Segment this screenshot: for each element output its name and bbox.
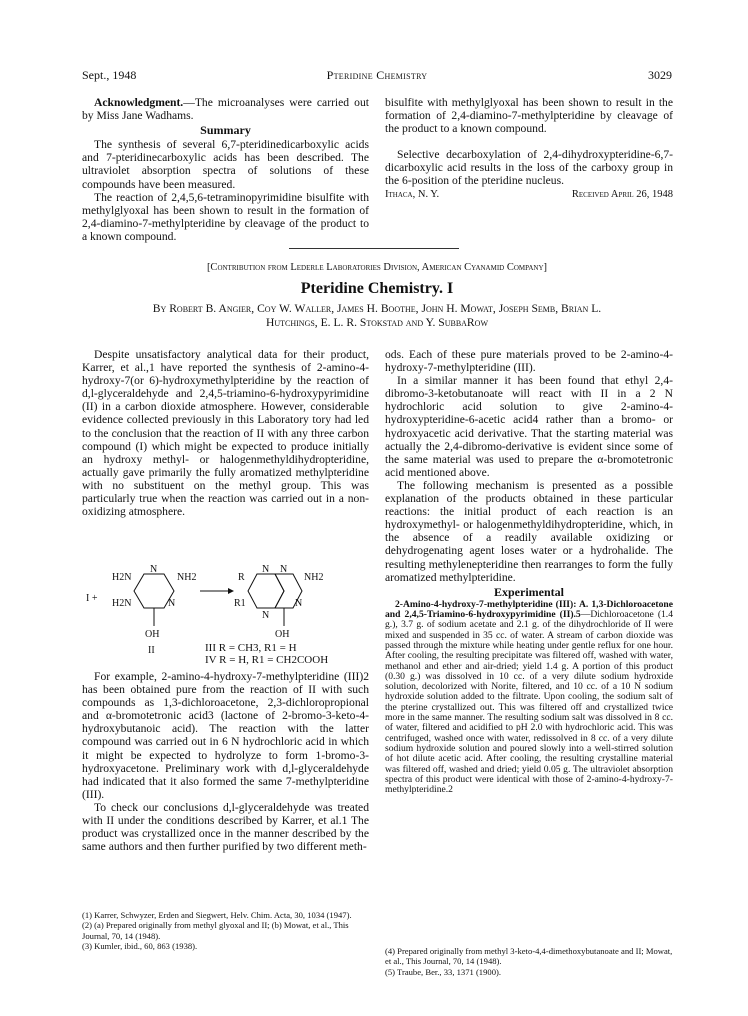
scheme-r1: R1 (234, 598, 246, 609)
summary-paragraph-1: The synthesis of several 6,7-pteridinedicarboxylic acids and 7-pteridinecarboxylic acids has been described. The ultraviolet absorption spectra of solutions of these compounds have been measured. (82, 138, 369, 191)
received-date: Received April 26, 1948 (571, 189, 673, 201)
body-paragraph-example: For example, 2-amino-4-hydroxy-7-methylpteridine (III)2 has been obtained pure from the reaction of II with such compounds as 1,3-dichloroacetone, 2,3-dichloropropional and α-bromotetronic acid3 (lactone of 2-bromo-3-keto-4-hydroxybutanoic acid). The reaction with the latter compound was carried out in 6 N hydrochloric acid in which it might be expected to hydrolyze to form 1-bromo-3-hydroxyacetone. Preliminary work with d,l-glyceraldehyde had indicated that it also formed the same 7-methylpteridine (III). (82, 670, 369, 801)
body-paragraph-mechanism: The following mechanism is presented as a possible explanation of the products obtained in these particular reactions: the initial product of each reaction is an hydroxymethyl- or halogenmethyldihydropteridine, which, in the absence of a readily available oxidizing or dehydrogenating agent loses water or a hydrohalide. The resulting methylenepteridine then rearranges to form the fully aromatized methylpteridine. (385, 478, 673, 584)
scheme-n-II-top: N (150, 564, 158, 575)
scheme-nh2-II: NH2 (177, 572, 197, 583)
body-paragraph-intro: Despite unsatisfactory analytical data for their product, Karrer, et al.,1 have reported the synthesis of 2-amino-4-hydroxy-7(or 6)-hydroxymethylpteridine by the reaction of d,l-glyceraldehyde and 2,4,5-triamino-6-hydroxypyrimidine (II) in a carbon dioxide atmosphere. However, considerable evidence collected previously in this Laboratory tory had led to the conclusion that the reaction of II with any three carbon compound (I) which might be expected to produce initially an hydroxy methyl- or halogenmethyldihydropteridine, actually gave primarily the fully aromatized methylpteridine with no substituent on the methyl group. This was particularly true when the reaction was carried out in a non-oxidizing atmosphere. (82, 348, 369, 519)
scheme-n-p4: N (295, 598, 303, 609)
scheme-legend (205, 642, 375, 666)
body-left-column (82, 348, 369, 518)
header-page-number: 3029 (648, 68, 672, 82)
article-separator-rule (289, 248, 459, 249)
article-title: Pteridine Chemistry. I (300, 280, 454, 297)
scheme-n-p1: N (262, 564, 270, 575)
acknowledgment-heading: Acknowledgment. (94, 96, 184, 109)
reaction-arrow-head (228, 588, 234, 594)
body-left-column-lower (82, 670, 369, 853)
scheme-reactant-I: I + (86, 593, 98, 604)
scheme-label-III: III R = CH3, R1 = H (205, 642, 297, 654)
prev-article-right-column (385, 96, 673, 201)
summary-heading: Summary (200, 123, 251, 138)
summary-p2-continuation: bisulfite with methylglyoxal has been shown to result in the formation of 2,4-diamino-7-methylpteridine by cleavage of the product to a known compound. (385, 96, 673, 136)
summary-paragraph-3: Selective decarboxylation of 2,4-dihydroxypteridine-6,7-dicarboxylic acid results in the loss of the carboxy group in the 6-position of the pteridine nucleus. (385, 148, 673, 188)
footnote-4: (4) Prepared originally from methyl 3-keto-4,4-dimethoxybutanoate and II; Mowat, et al., This Journal, 70, 14 (1948). (385, 946, 673, 967)
scheme-label-IV: IV R = H, R1 = CH2COOH (205, 654, 329, 666)
footnote-2: (2) (a) Prepared originally from methyl glyoxal and II; (b) Mowat, et al., This Journal, 70, 14 (1948). (82, 920, 349, 941)
summary-paragraph-2-continued (385, 96, 673, 148)
scheme-label-II: II (148, 645, 155, 656)
scheme-oh-pteridine: OH (275, 629, 290, 640)
footnote-3: (3) Kumler, ibid., 60, 863 (1938). (82, 941, 198, 952)
body-paragraph-similar: In a similar manner it has been found that ethyl 2,4-dibromo-3-ketobutanoate will react with II in a 2 N hydrochloric acid solution to give 2-amino-4-hydroxypteridine-6-acetic acid4 rather than a bromo- or hydroxyacetic acid derivative. That the starting material was actually the 2,4-dibromo-derivative is evident since some of the same material was used to prepare the α-bromotetronic acid mentioned above. (385, 374, 673, 479)
running-header (82, 68, 672, 84)
footnote-5: (5) Traube, Ber., 33, 1371 (1900). (385, 966, 502, 977)
scheme-n-II-right: N (168, 598, 176, 609)
acknowledgment-text: —The microanalyses were carried out by Miss Jane Wadhams. (82, 96, 369, 123)
signoff-line (385, 188, 673, 201)
acknowledgment (82, 96, 369, 122)
scheme-h2n-top: H2N (112, 572, 132, 583)
body-paragraph-ods: ods. Each of these pure materials proved to be 2-amino-4-hydroxy-7-methylpteridine (III). (385, 348, 673, 375)
experimental-section (385, 600, 673, 796)
author-list (82, 302, 672, 330)
footnote-1: (1) Karrer, Schwyzer, Erden and Siegwert, Helv. Chim. Acta, 30, 1034 (1947). (82, 910, 352, 920)
experimental-procedure-text: —Dichloroacetone (1.4 g.), 3.7 g. of sodium acetate and 2.1 g. of the dihydrochloride of II were mixed and suspended in 35 cc. of water. A stream of carbon dioxide was passed through the mixture while heating under gentle reflux for one hour. After cooling, the resulting precipitate was filtered off, washed with water, methanol and ether and air-dried; yield 1.4 g. A portion of this product (0.30 g.) was dissolved in 10 cc. of a very dilute sodium hydroxide solution, decolorized with Norite, filtered, and 10 cc. of a 10 N sodium hydroxide solution added to the filtrate. Upon cooling, the sodium salt of the pterine crystallized out. This was filtered off and crystallized twice more in the same manner. The resulting sodium salt was dissolved in 8 cc. of water, filtered and acidified to pH 2.0 with hydrochloric acid. This was centrifuged, washed once with water, redissolved in 8 cc. of a very dilute sodium hydroxide solution and poured slowly into a well-stirred solution of hot dilute acetic acid. After cooling, the resulting crystalline material was filtered off, washed and dried; yield 0.05 g. The ultraviolet absorption spectra of this product were identical with those of 2-amino-4-hydroxy-7-methylpteridine.2 (385, 609, 674, 796)
scheme-n-p3: N (262, 610, 270, 621)
footnotes-right (385, 946, 673, 977)
scheme-nh2-pteridine: NH2 (304, 572, 324, 583)
author-line-2: Hutchings, E. L. R. Stokstad and Y. SubbaRow (265, 316, 488, 329)
scheme-r: R (238, 572, 245, 583)
header-journal-title: Pteridine Chemistry (326, 68, 428, 82)
contribution-line: [Contribution from Lederle Laboratories Division, American Cyanamid Company] (206, 262, 548, 273)
scheme-oh-II: OH (145, 629, 160, 640)
experimental-procedure-title: 2-Amino-4-hydroxy-7-methylpteridine (III): A. 1,3-Dichloroacetone and 2,4,5-Triamino-6-hydroxypyrimidine (II).5 (385, 598, 673, 621)
author-line-1: By Robert B. Angier, Coy W. Waller, James H. Boothe, John H. Mowat, Joseph Semb, Brian L. (152, 302, 602, 315)
footnotes-left (82, 910, 369, 952)
body-right-column (385, 348, 673, 795)
scheme-h2n-bottom: H2N (112, 598, 132, 609)
scheme-n-p2: N (280, 564, 288, 575)
header-date: Sept., 1948 (82, 68, 137, 82)
prev-article-left-column (82, 96, 369, 243)
structure-pteridine (248, 574, 302, 608)
experimental-heading: Experimental (494, 584, 564, 599)
location-text: Ithaca, N. Y. (385, 189, 440, 201)
body-paragraph-check: To check our conclusions d,l-glyceraldehyde was treated with II under the conditions described by Karrer, et al.1 The product was crystallized once in the manner described by the same authors and then further purified by two different meth- (82, 800, 369, 854)
summary-paragraph-2: The reaction of 2,4,5,6-tetraminopyrimidine bisulfite with methylglyoxal has been shown to result in the formation of 2,4-diamino-7-methylpteridine by cleavage of the product to a known compound. (82, 190, 369, 243)
